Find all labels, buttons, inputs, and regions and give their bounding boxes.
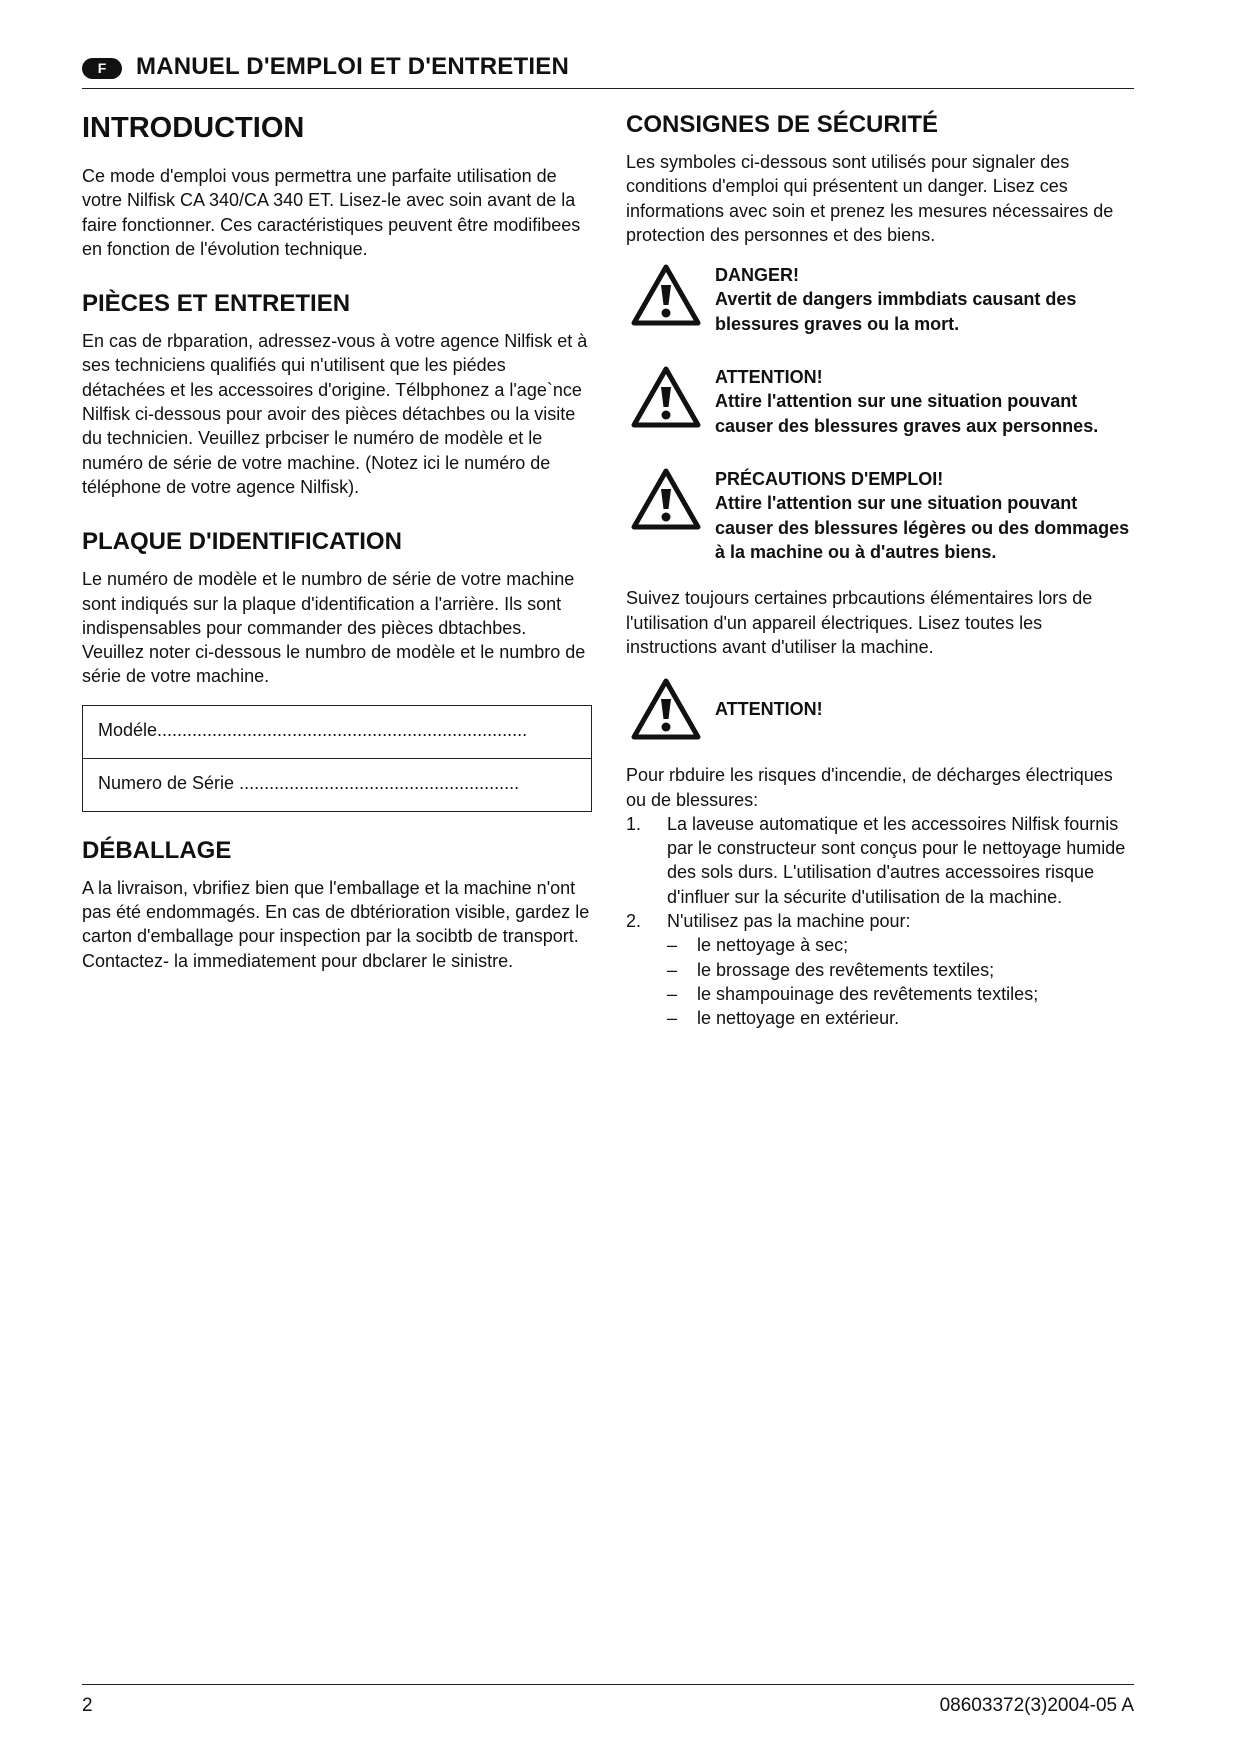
- attention-warning: [626, 365, 1136, 445]
- parts-text: En cas de rbparation, adressez-vous à votre agence Nilfisk et à ses techniciens qualifiés qui n'utilisent que les piédes détachées et les accessoires d'origine. Télbphonez a l'age`nce Nilfisk ci-dessous pour avoir des pièces détachbes ou la visite du technicien. Veuillez prbciser le numéro de modèle et le numéro de série de votre machine. (Notez ici le numéro de téléphone de votre agence Nilfisk).: [82, 331, 588, 497]
- precautions-warning-text: [715, 467, 1136, 564]
- language-badge: F: [82, 58, 122, 79]
- introduction-text: Ce mode d'emploi vous permettra une parfaite utilisation de votre Nilfisk CA 340/CA 340 ET. Lisez-le avec soin avant de la faire fonctionner. Ces caractéristiques peuvent être modifibees en fonction de l'évolution technique.: [82, 166, 581, 259]
- warning-triangle-icon: [630, 677, 702, 741]
- page-number: 2: [82, 1695, 93, 1716]
- right-column: [626, 110, 1136, 1031]
- prohibited-use-text: le shampouinage des revêtements textiles;: [697, 983, 1039, 1004]
- prohibited-use-text: le brossage des revêtements textiles;: [697, 959, 995, 980]
- unpacking-heading: DÉBALLAGE: [82, 836, 232, 864]
- prohibited-uses: [667, 933, 1136, 1030]
- warning-triangle-icon: [630, 263, 702, 327]
- step-text: La laveuse automatique et les accessoires Nilfisk fournis par le constructeur sont conçus pour le nettoyage humide des sols durs. L'utilisation d'autres accessoires risque d'influer sur la sécurite d'utilisation de la machine.: [667, 813, 1126, 907]
- list-item: [626, 909, 1136, 1030]
- document-code: 08603372(3)2004-05 A: [939, 1695, 1134, 1716]
- safety-heading: CONSIGNES DE SÉCURITÉ: [626, 111, 939, 138]
- prohibited-use-text: le nettoyage en extérieur.: [697, 1008, 900, 1029]
- step-number: 2.: [626, 911, 642, 932]
- precautions-warning: [626, 467, 1136, 564]
- parts-section: [82, 289, 592, 499]
- step-number: 1.: [626, 813, 642, 834]
- danger-warning-text: [715, 263, 1136, 336]
- general-precautions-text: Suivez toujours certaines prbcautions élémentaires lors de l'utilisation d'un appareil électriques. Lisez toutes les instructions avant d'utiliser la machine.: [626, 588, 1093, 657]
- plate-text: Le numéro de modèle et le numbro de série de votre machine sont indiqués sur la plaque d'identification a l'arrière. Ils sont indispensables pour commander des pièces dbtachbes. Veuillez noter ci-dessous le numbro de modèle et le numbro de série de votre machine.: [82, 569, 586, 687]
- attention-warning-body: Attire l'attention sur une situation pouvant causer des blessures graves aux personnes.: [715, 391, 1099, 436]
- dash-bullet: –: [667, 935, 678, 956]
- danger-warning-title: DANGER!: [715, 265, 799, 286]
- page-header: [82, 52, 1134, 89]
- safety-intro: Les symboles ci-dessous sont utilisés pour signaler des conditions d'emploi qui présentent un danger. Lisez ces informations avec soin et prenez les mesures nécessaires de protection des personnes et des biens.: [626, 152, 1114, 245]
- dash-bullet: –: [667, 1008, 678, 1029]
- attention-warning-2: [626, 677, 1136, 743]
- introduction-heading: INTRODUCTION: [82, 112, 305, 144]
- list-item: [667, 1006, 1136, 1030]
- plate-heading: PLAQUE D'IDENTIFICATION: [82, 528, 402, 556]
- serial-row: Numero de Série ........................................................: [83, 758, 591, 811]
- warning-triangle-icon: [630, 467, 702, 531]
- attention-warning-2-title: ATTENTION!: [715, 699, 823, 720]
- unpacking-text: A la livraison, vbrifiez bien que l'emballage et la machine n'ont pas été endommagés. En cas de dbtérioration visible, gardez le carton d'emballage pour inspection par la socibtb de transport. Contactez- la immediatement pour dbclarer le sinistre.: [82, 877, 590, 971]
- parts-heading: PIÈCES ET ENTRETIEN: [82, 290, 351, 318]
- warning-triangle-icon: [630, 365, 702, 429]
- list-item: [667, 933, 1136, 957]
- safety-steps: [626, 812, 1136, 1031]
- page-footer: [82, 1684, 1134, 1716]
- risks-intro: Pour rbduire les risques d'incendie, de décharges électriques ou de blessures:: [626, 765, 1113, 810]
- danger-warning-body: Avertit de dangers immbdiats causant des blessures graves ou la mort.: [715, 289, 1077, 334]
- prohibited-use-text: le nettoyage à sec;: [697, 935, 849, 956]
- left-column: [82, 110, 592, 1001]
- manual-title: MANUEL D'EMPLOI ET D'ENTRETIEN: [136, 53, 569, 80]
- identification-table: [82, 705, 592, 812]
- introduction-section: [82, 110, 592, 261]
- danger-warning: [626, 263, 1136, 343]
- unpacking-section: [82, 836, 592, 973]
- list-item: [626, 812, 1136, 909]
- list-item: [667, 982, 1136, 1006]
- precautions-warning-body: Attire l'attention sur une situation pouvant causer des blessures légères ou des dommages à la machine ou à d'autres biens.: [715, 493, 1130, 563]
- list-item: [667, 958, 1136, 982]
- attention-warning-title: ATTENTION!: [715, 367, 823, 388]
- step-text: N'utilisez pas la machine pour:: [667, 911, 911, 932]
- attention-warning-text: [715, 365, 1136, 438]
- dash-bullet: –: [667, 983, 678, 1004]
- model-row: Modéle..........................................................................: [98, 719, 528, 740]
- dash-bullet: –: [667, 959, 678, 980]
- plate-section: [82, 527, 592, 811]
- precautions-warning-title: PRÉCAUTIONS D'EMPLOI!: [715, 469, 944, 490]
